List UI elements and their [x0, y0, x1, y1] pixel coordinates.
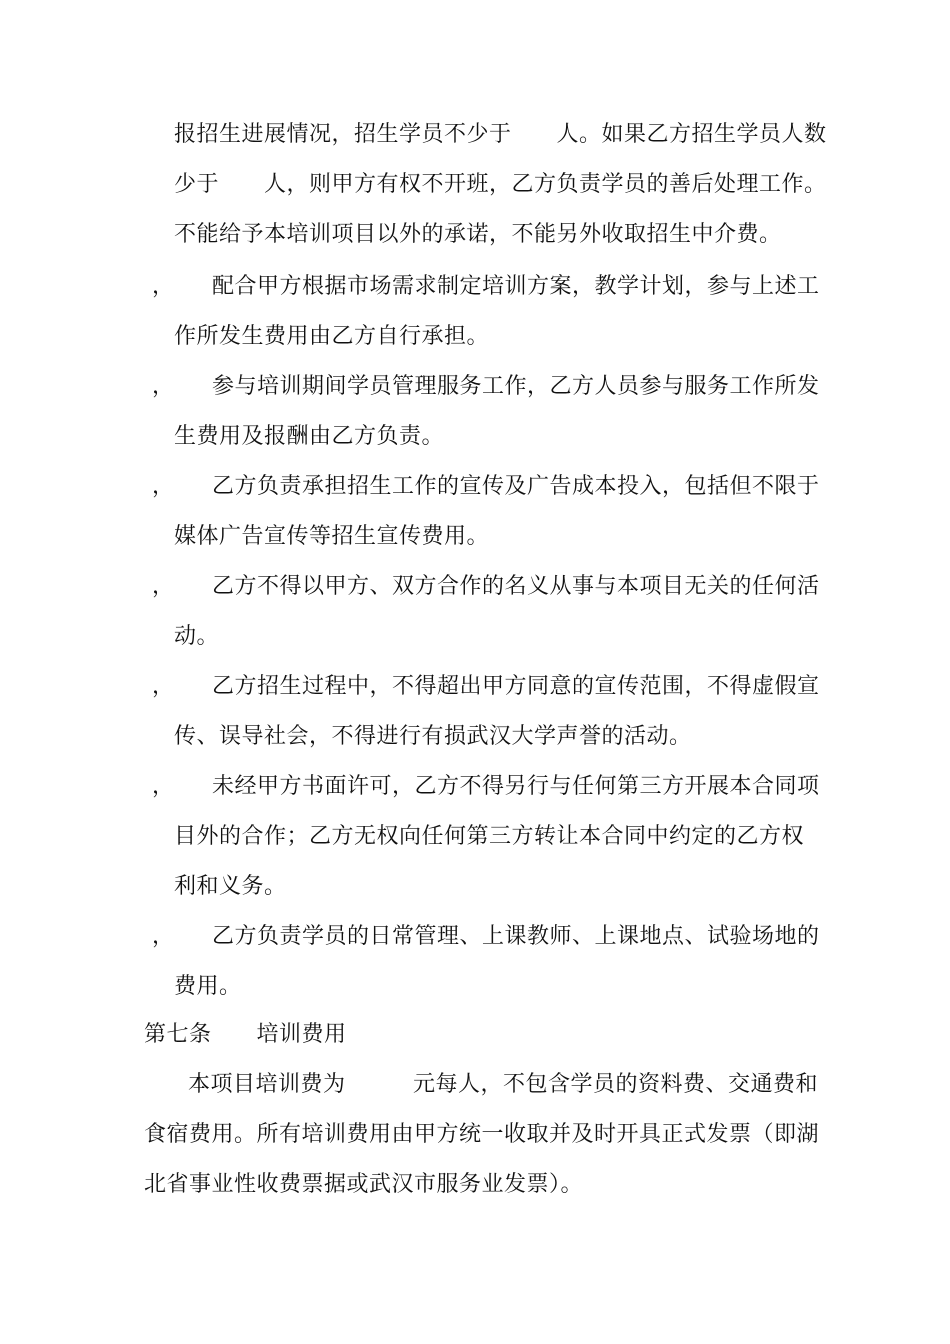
item-5-line-1: 乙方招生过程中，不得超出甲方同意的宣传范围，不得虚假宣: [212, 674, 820, 699]
item-1-bullet: ，: [152, 274, 175, 299]
item-6-line-1: 未经甲方书面许可，乙方不得另行与任何第三方开展本合同项: [212, 774, 820, 799]
item-2-line-1: 参与培训期间学员管理服务工作，乙方人员参与服务工作所发: [212, 374, 820, 399]
article-7-heading: 第七条 培训费用: [144, 1022, 347, 1047]
item-7-bullet: ，: [152, 924, 175, 949]
item-6-bullet: ，: [152, 774, 175, 799]
article-7-line-1: 本项目培训费为 元每人，不包含学员的资料费、交通费和: [188, 1072, 819, 1097]
item-3-line-2: 媒体广告宣传等招生宣传费用。: [174, 524, 490, 549]
item-5-line-2: 传、误导社会，不得进行有损武汉大学声誉的活动。: [174, 724, 692, 749]
item-4-bullet: ，: [152, 574, 175, 599]
article-7-line-2: 食宿费用。所有培训费用由甲方统一收取并及时开具正式发票（即湖: [144, 1122, 820, 1147]
article-7-line-3: 北省事业性收费票据或武汉市服务业发票）。: [144, 1172, 584, 1197]
item-5-bullet: ，: [152, 674, 175, 699]
item-2-bullet: ，: [152, 374, 175, 399]
item-3-line-1: 乙方负责承担招生工作的宣传及广告成本投入，包括但不限于: [212, 474, 820, 499]
intro-line-3: 不能给予本培训项目以外的承诺，不能另外收取招生中介费。: [174, 222, 782, 247]
item-7-line-2: 费用。: [174, 974, 242, 999]
item-3-bullet: ，: [152, 474, 175, 499]
item-6-line-2: 目外的合作；乙方无权向任何第三方转让本合同中约定的乙方权: [174, 824, 805, 849]
intro-line-2: 少于 人，则甲方有权不开班，乙方负责学员的善后处理工作。: [174, 172, 827, 197]
intro-line-1: 报招生进展情况，招生学员不少于 人。如果乙方招生学员人数: [174, 122, 827, 147]
item-2-line-2: 生费用及报酬由乙方负责。: [174, 424, 445, 449]
item-6-line-3: 利和义务。: [174, 874, 287, 899]
item-1-line-2: 作所发生费用由乙方自行承担。: [174, 324, 490, 349]
item-7-line-1: 乙方负责学员的日常管理、上课教师、上课地点、试验场地的: [212, 924, 820, 949]
item-4-line-2: 动。: [174, 624, 220, 649]
item-4-line-1: 乙方不得以甲方、双方合作的名义从事与本项目无关的任何活: [212, 574, 820, 599]
item-1-line-1: 配合甲方根据市场需求制定培训方案，教学计划，参与上述工: [212, 274, 820, 299]
